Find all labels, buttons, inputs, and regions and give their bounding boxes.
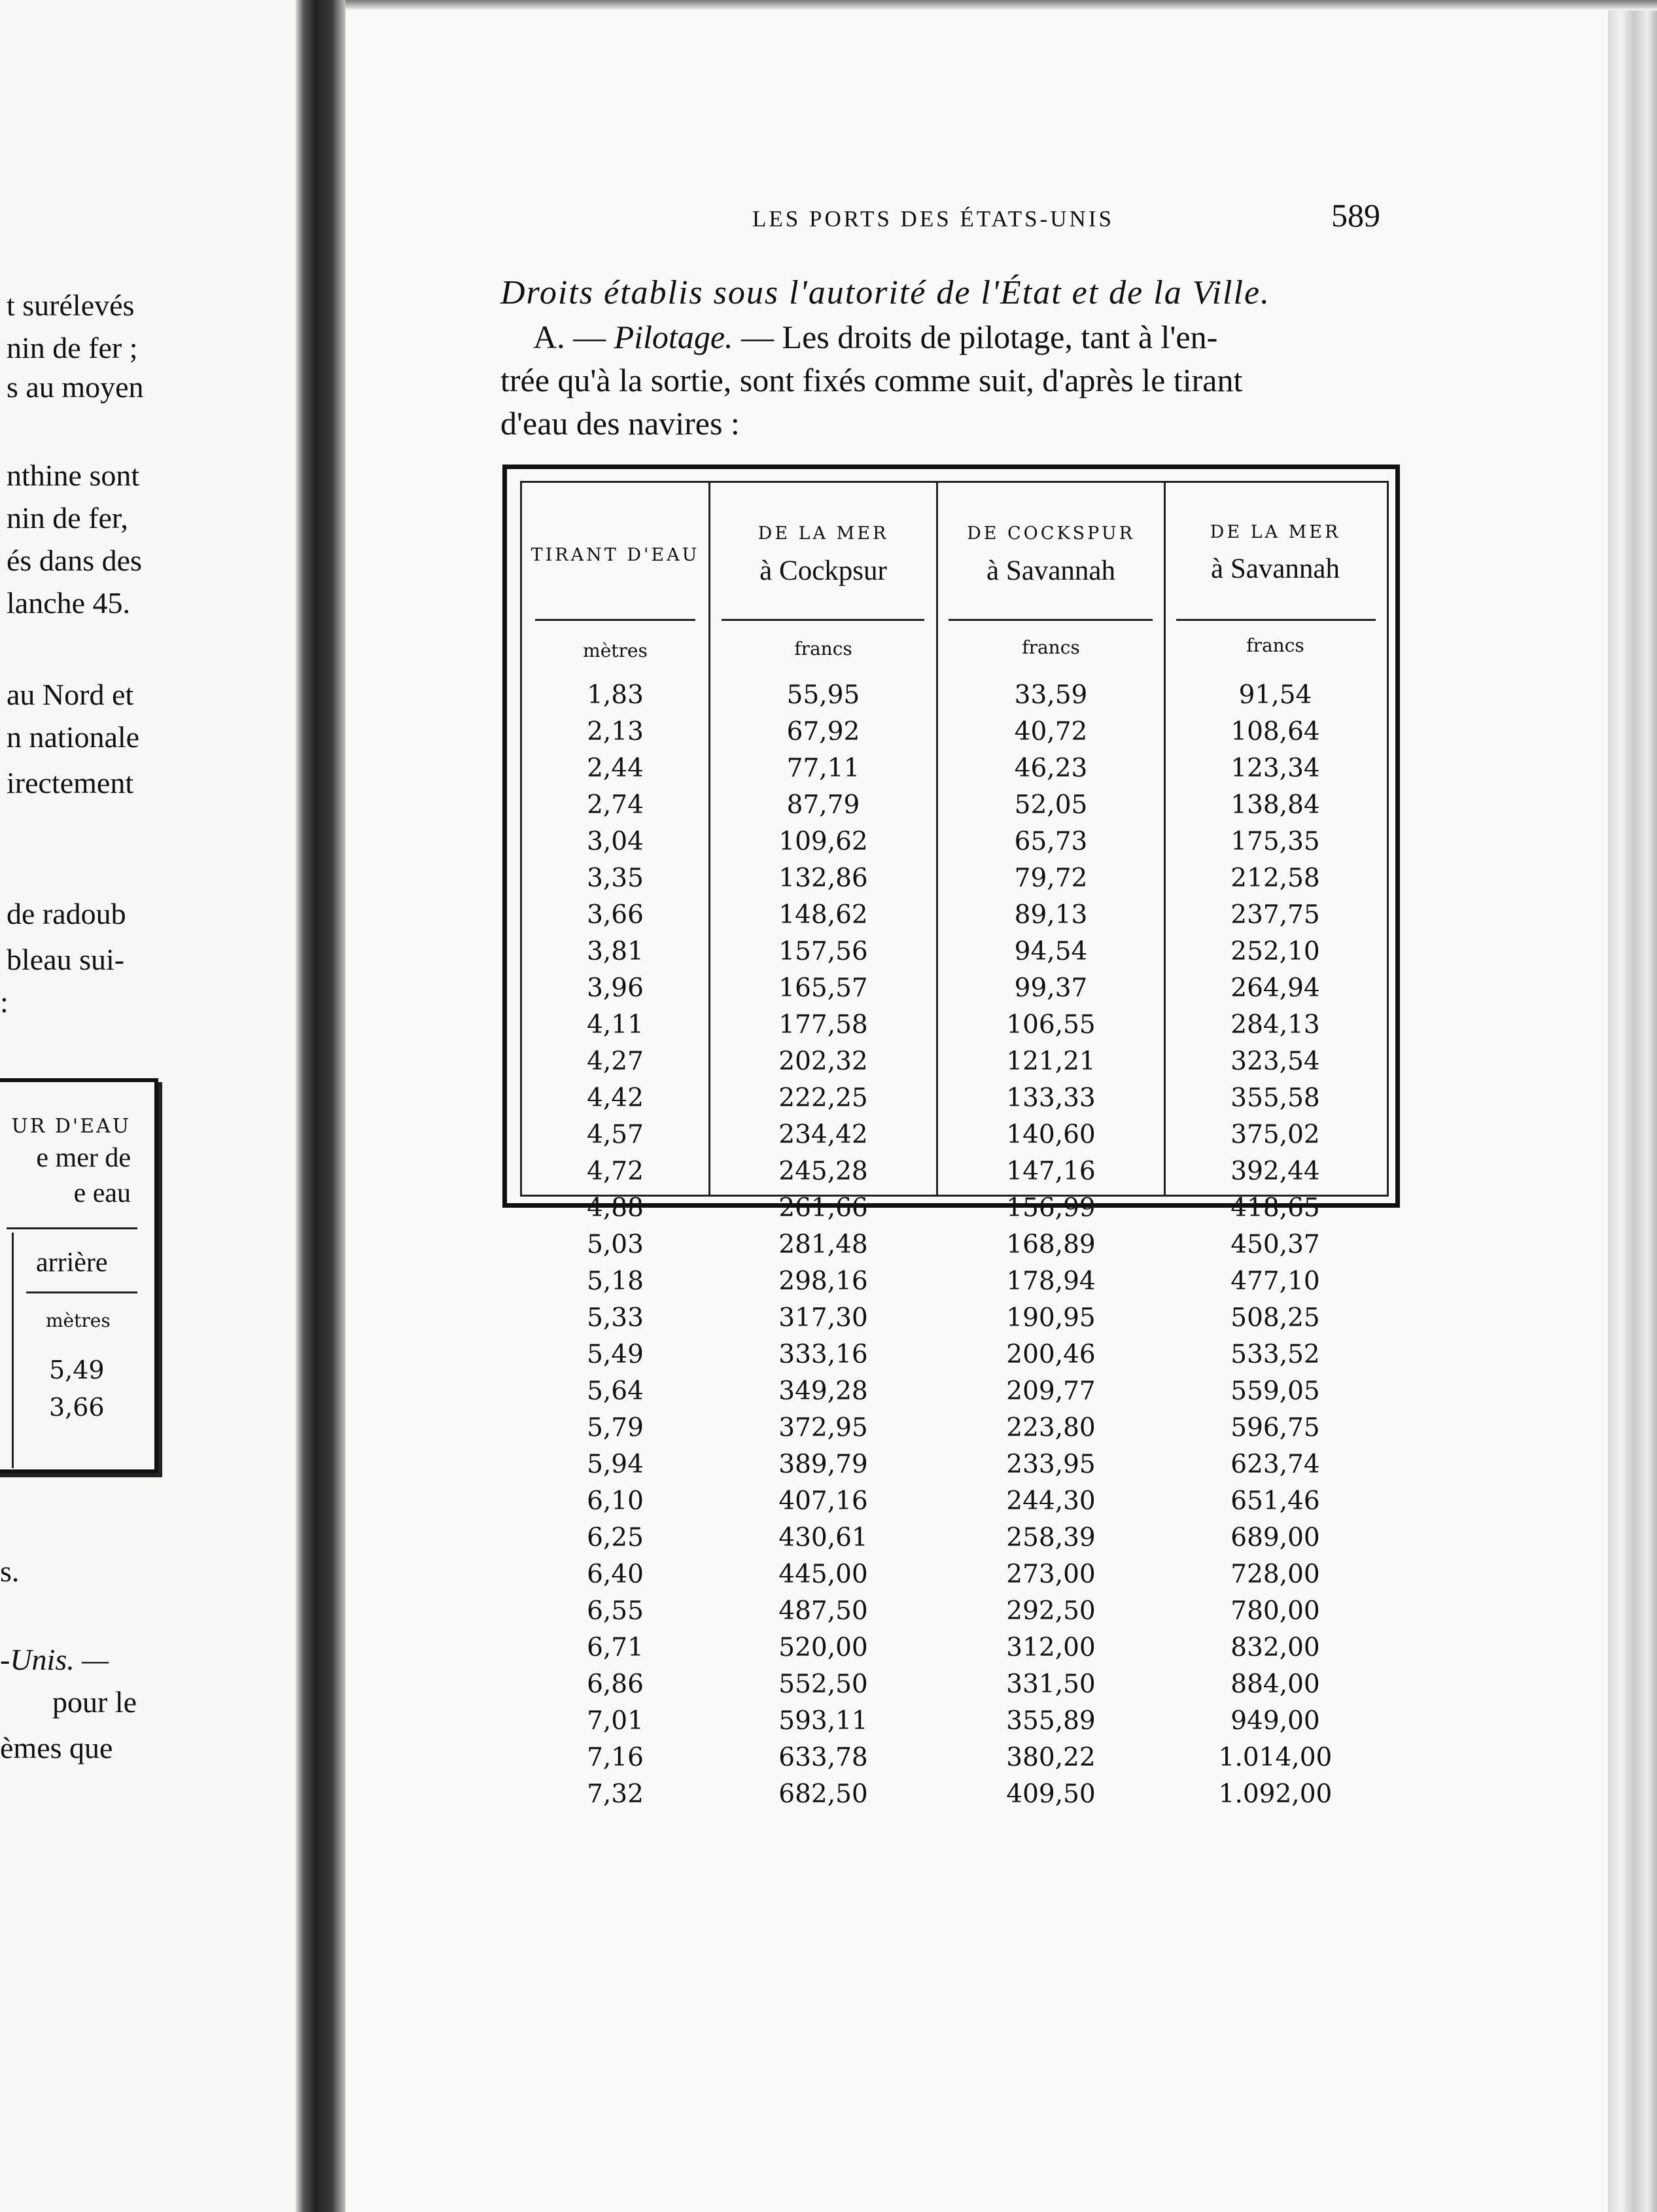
left-line: au Nord et	[7, 678, 134, 711]
unit-label: mètres	[583, 640, 648, 661]
table-cell: 312,00	[1006, 1633, 1096, 1662]
table-cell: 949,00	[1230, 1706, 1320, 1736]
table-cell: 1.014,00	[1218, 1743, 1333, 1772]
table-cell: 89,13	[1014, 900, 1088, 930]
table-cell: 298,16	[778, 1267, 868, 1296]
table-cell: 780,00	[1230, 1596, 1320, 1626]
table-row	[522, 1486, 1387, 1523]
column-subheader-savannah: à Savannah	[986, 555, 1115, 586]
table-cell: 418,65	[1230, 1193, 1320, 1223]
table-cell: 65,73	[1014, 827, 1088, 856]
table-cell: 477,10	[1230, 1267, 1320, 1296]
table-cell: 2,13	[587, 717, 644, 746]
table-cell: 91,54	[1238, 680, 1312, 710]
table-cell: 222,25	[778, 1083, 868, 1113]
page-number: 589	[1331, 197, 1380, 234]
table-cell: 3,66	[587, 900, 644, 930]
table-row	[522, 1743, 1387, 1780]
table-cell: 284,13	[1230, 1010, 1320, 1040]
left-line: nthine sont	[7, 459, 140, 492]
left-line: -Unis. —	[0, 1643, 109, 1676]
table-cell: 147,16	[1006, 1157, 1096, 1186]
left-line: irectement	[7, 766, 134, 799]
paragraph-line: d'eau des navires :	[500, 405, 740, 442]
column-header-tirant: TIRANT D'EAU	[531, 545, 700, 565]
table-row	[522, 937, 1387, 974]
table-row	[522, 790, 1387, 827]
table-cell: 593,11	[778, 1706, 868, 1736]
table-cell: 884,00	[1230, 1670, 1320, 1699]
table-cell: 52,05	[1014, 790, 1088, 820]
table-cell: 832,00	[1230, 1633, 1320, 1662]
table-cell: 108,64	[1230, 717, 1320, 746]
table-cell: 651,46	[1230, 1486, 1320, 1516]
left-table-header: e eau	[73, 1178, 131, 1208]
table-cell: 209,77	[1006, 1377, 1096, 1406]
table-cell: 156,99	[1006, 1193, 1096, 1223]
left-table-column-rule	[12, 1233, 14, 1468]
unit-label: francs	[794, 638, 852, 659]
unit-label: francs	[1246, 635, 1304, 656]
paragraph-a-title: Pilotage.	[614, 319, 733, 355]
left-line: nin de fer ;	[7, 331, 138, 364]
header-rule	[535, 619, 695, 621]
table-cell: 6,71	[587, 1633, 644, 1662]
table-cell: 4,11	[587, 1010, 644, 1040]
table-row	[522, 1303, 1387, 1340]
column-header-cockspur-savannah: DE COCKSPUR	[967, 523, 1135, 544]
left-line: t surélevés	[7, 289, 135, 322]
table-cell: 4,88	[587, 1193, 644, 1223]
table-cell: 4,42	[587, 1083, 644, 1113]
left-table-header: e mer de	[36, 1143, 131, 1173]
table-cell: 77,11	[786, 754, 860, 783]
table-cell: 140,60	[1006, 1120, 1096, 1150]
table-cell: 559,05	[1230, 1377, 1320, 1406]
left-line: de radoub	[7, 897, 126, 930]
table-cell: 273,00	[1006, 1560, 1096, 1589]
table-cell: 121,21	[1006, 1047, 1096, 1076]
left-line: n nationale	[7, 720, 140, 754]
table-row	[522, 1230, 1387, 1267]
table-row	[522, 1523, 1387, 1560]
table-cell: 380,22	[1006, 1743, 1096, 1772]
table-cell: 252,10	[1230, 937, 1320, 966]
left-page	[0, 0, 301, 2212]
table-cell: 552,50	[778, 1670, 868, 1699]
table-cell: 1.092,00	[1218, 1780, 1333, 1809]
table-cell: 5,79	[587, 1413, 644, 1443]
table-cell: 450,37	[1230, 1230, 1320, 1259]
table-cell: 281,48	[778, 1230, 868, 1259]
table-cell: 323,54	[1230, 1047, 1320, 1076]
table-row	[522, 827, 1387, 864]
table-cell: 5,03	[587, 1230, 644, 1259]
table-cell: 223,80	[1006, 1413, 1096, 1443]
table-cell: 168,89	[1006, 1230, 1096, 1259]
table-cell: 728,00	[1230, 1560, 1320, 1589]
table-cell: 623,74	[1230, 1450, 1320, 1479]
table-cell: 6,55	[587, 1596, 644, 1626]
table-row	[522, 1047, 1387, 1083]
table-row	[522, 1193, 1387, 1230]
left-line: :	[0, 985, 9, 1019]
column-header-mer-cockspur: DE LA MER	[758, 523, 889, 544]
table-cell: 148,62	[778, 900, 868, 930]
table-cell: 46,23	[1014, 754, 1088, 783]
table-cell: 234,42	[778, 1120, 868, 1150]
table-cell: 261,66	[778, 1193, 868, 1223]
table-cell: 407,16	[778, 1486, 868, 1516]
table-cell: 33,59	[1014, 680, 1088, 710]
left-page-table	[0, 1078, 158, 1473]
table-cell: 508,25	[1230, 1303, 1320, 1333]
table-row	[522, 864, 1387, 900]
unit-label: francs	[1022, 637, 1080, 658]
header-rule	[722, 619, 924, 621]
table-cell: 392,44	[1230, 1157, 1320, 1186]
table-cell: 4,57	[587, 1120, 644, 1150]
table-cell: 237,75	[1230, 900, 1320, 930]
table-row	[522, 1780, 1387, 1816]
table-cell: 5,49	[587, 1340, 644, 1369]
table-cell: 6,10	[587, 1486, 644, 1516]
table-cell: 1,83	[587, 680, 644, 710]
table-cell: 178,94	[1006, 1267, 1096, 1296]
table-cell: 355,58	[1230, 1083, 1320, 1113]
paragraph-a-label: A. —	[533, 319, 606, 355]
table-row	[522, 1413, 1387, 1450]
section-heading: Droits établis sous l'autorité de l'État et de la Ville.	[500, 274, 1271, 311]
table-row	[522, 1083, 1387, 1120]
table-cell: 175,35	[1230, 827, 1320, 856]
left-table-rule	[7, 1227, 137, 1229]
table-cell: 409,50	[1006, 1780, 1096, 1809]
table-cell: 190,95	[1006, 1303, 1096, 1333]
table-cell: 245,28	[778, 1157, 868, 1186]
table-cell: 55,95	[786, 680, 860, 710]
table-cell: 138,84	[1230, 790, 1320, 820]
table-cell: 445,00	[778, 1560, 868, 1589]
table-cell: 165,57	[778, 974, 868, 1003]
table-cell: 533,52	[1230, 1340, 1320, 1369]
table-cell: 67,92	[786, 717, 860, 746]
paragraph-line: trée qu'à la sortie, sont fixés comme suit, d'après le tirant	[500, 362, 1243, 398]
page-edge	[1608, 0, 1657, 2212]
table-row	[522, 1633, 1387, 1670]
top-shadow	[345, 0, 1657, 10]
table-cell: 3,96	[587, 974, 644, 1003]
table-cell: 3,35	[587, 864, 644, 893]
table-row	[522, 1267, 1387, 1303]
table-cell: 331,50	[1006, 1670, 1096, 1699]
table-cell: 133,33	[1006, 1083, 1096, 1113]
left-line: bleau sui-	[7, 943, 125, 976]
left-table-header: UR D'EAU	[11, 1115, 131, 1138]
table-cell: 3,81	[587, 937, 644, 966]
column-subheader-savannah: à Savannah	[1210, 553, 1340, 584]
table-row	[522, 1377, 1387, 1413]
left-line: lanche 45.	[7, 586, 131, 620]
column-subheader-cockspur: à Cockpsur	[759, 555, 887, 586]
table-row	[522, 1120, 1387, 1157]
table-cell: 6,86	[587, 1670, 644, 1699]
header-rule	[949, 619, 1153, 621]
table-cell: 633,78	[778, 1743, 868, 1772]
table-cell: 333,16	[778, 1340, 868, 1369]
left-table-value: 3,66	[49, 1393, 105, 1422]
table-cell: 157,56	[778, 937, 868, 966]
table-cell: 244,30	[1006, 1486, 1096, 1516]
table-cell: 3,04	[587, 827, 644, 856]
table-cell: 7,32	[587, 1780, 644, 1809]
book-gutter	[296, 0, 347, 2212]
table-row	[522, 1596, 1387, 1633]
table-cell: 123,34	[1230, 754, 1320, 783]
left-table-value: 5,49	[49, 1356, 105, 1384]
column-header-mer-savannah: DE LA MER	[1210, 522, 1341, 542]
pilotage-table	[502, 465, 1400, 1809]
table-cell: 233,95	[1006, 1450, 1096, 1479]
left-line: s au moyen	[7, 370, 144, 404]
table-cell: 212,58	[1230, 864, 1320, 893]
table-cell: 487,50	[778, 1596, 868, 1626]
table-cell: 4,72	[587, 1157, 644, 1186]
table-row	[522, 1340, 1387, 1377]
left-line: pour le	[52, 1685, 137, 1719]
left-table-column-label: arrière	[36, 1248, 108, 1278]
left-line: és dans des	[7, 544, 142, 577]
left-line: s.	[0, 1554, 20, 1588]
table-cell: 94,54	[1014, 937, 1088, 966]
running-title: LES PORTS DES ÉTATS-UNIS	[752, 206, 1114, 232]
table-cell: 5,18	[587, 1267, 644, 1296]
pilotage-table-inner-frame	[520, 481, 1389, 1809]
table-cell: 200,46	[1006, 1340, 1096, 1369]
table-cell: 79,72	[1014, 864, 1088, 893]
table-cell: 317,30	[778, 1303, 868, 1333]
table-cell: 106,55	[1006, 1010, 1096, 1040]
table-cell: 6,40	[587, 1560, 644, 1589]
table-cell: 372,95	[778, 1413, 868, 1443]
left-table-rule	[26, 1291, 137, 1293]
table-cell: 5,64	[587, 1377, 644, 1406]
table-cell: 375,02	[1230, 1120, 1320, 1150]
table-cell: 292,50	[1006, 1596, 1096, 1626]
left-line: nin de fer,	[7, 501, 128, 535]
table-cell: 40,72	[1014, 717, 1088, 746]
table-cell: 389,79	[778, 1450, 868, 1479]
table-cell: 99,37	[1014, 974, 1088, 1003]
table-cell: 202,32	[778, 1047, 868, 1076]
table-cell: 682,50	[778, 1780, 868, 1809]
table-cell: 430,61	[778, 1523, 868, 1553]
table-row	[522, 1450, 1387, 1486]
table-cell: 5,33	[587, 1303, 644, 1333]
table-cell: 264,94	[1230, 974, 1320, 1003]
table-cell: 7,01	[587, 1706, 644, 1736]
table-cell: 520,00	[778, 1633, 868, 1662]
table-cell: 87,79	[786, 790, 860, 820]
table-cell: 132,86	[778, 864, 868, 893]
table-cell: 177,58	[778, 1010, 868, 1040]
table-cell: 689,00	[1230, 1523, 1320, 1553]
table-cell: 4,27	[587, 1047, 644, 1076]
table-cell: 2,74	[587, 790, 644, 820]
paragraph-a	[533, 318, 1217, 356]
table-row	[522, 1670, 1387, 1706]
table-cell: 6,25	[587, 1523, 644, 1553]
left-table-unit: mètres	[46, 1310, 111, 1331]
table-row	[522, 974, 1387, 1010]
table-row	[522, 900, 1387, 937]
table-cell: 355,89	[1006, 1706, 1096, 1736]
table-row	[522, 680, 1387, 717]
table-row	[522, 1560, 1387, 1596]
table-cell: 596,75	[1230, 1413, 1320, 1443]
table-cell: 258,39	[1006, 1523, 1096, 1553]
table-cell: 109,62	[778, 827, 868, 856]
paragraph-a-text: — Les droits de pilotage, tant à l'en-	[741, 319, 1218, 355]
table-row	[522, 754, 1387, 790]
table-row	[522, 717, 1387, 754]
table-row	[522, 1010, 1387, 1047]
table-row	[522, 1706, 1387, 1743]
table-cell: 5,94	[587, 1450, 644, 1479]
table-cell: 2,44	[587, 754, 644, 783]
header-rule	[1176, 619, 1376, 621]
table-cell: 7,16	[587, 1743, 644, 1772]
table-cell: 349,28	[778, 1377, 868, 1406]
left-line: èmes que	[0, 1731, 113, 1764]
table-row	[522, 1157, 1387, 1193]
